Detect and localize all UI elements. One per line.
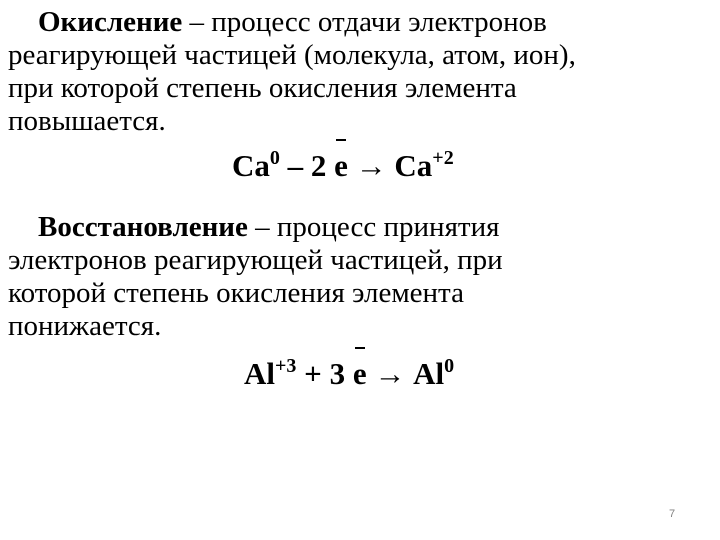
- oxidation-line-4: повышается.: [8, 105, 166, 137]
- reduction-reactant: Al: [244, 356, 275, 391]
- reduction-line-2: электронов реагирующей частицей, при: [8, 244, 503, 276]
- oxidation-definition: [8, 6, 708, 138]
- oxidation-line-1: [8, 6, 708, 39]
- oxidation-reactant-charge: 0: [269, 147, 280, 169]
- reduction-definition: [8, 211, 708, 343]
- oxidation-arrow: →: [347, 148, 395, 183]
- oxidation-electron-symbol: e: [334, 148, 348, 183]
- reduction-electron-symbol: e: [352, 356, 367, 391]
- reduction-term: Восстановление: [38, 211, 248, 243]
- reduction-line-4: понижается.: [8, 310, 162, 342]
- reduction-product-charge: 0: [444, 355, 455, 377]
- oxidation-term: Окисление: [38, 6, 183, 38]
- oxidation-line-1-text: – процесс отдачи электронов: [182, 6, 547, 38]
- reduction-line-1: [8, 211, 708, 244]
- oxidation-product: Ca: [394, 148, 433, 183]
- oxidation-line-3: при которой степень окисления элемента: [8, 72, 517, 104]
- reduction-line-3: которой степень окисления элемента: [8, 277, 464, 309]
- reduction-operator: + 3: [296, 356, 353, 391]
- oxidation-equation: [232, 148, 454, 184]
- reduction-line-1-text: – процесс принятия: [247, 211, 500, 243]
- oxidation-reactant: Ca: [232, 148, 270, 183]
- oxidation-operator: – 2: [279, 148, 335, 183]
- reduction-arrow: →: [366, 356, 414, 391]
- reduction-product: Al: [413, 356, 445, 391]
- oxidation-product-charge: +2: [432, 147, 454, 169]
- oxidation-line-2: реагирующей частицей (молекула, атом, ион),: [8, 39, 576, 71]
- reduction-reactant-charge: +3: [275, 355, 297, 377]
- page-number: 7: [669, 508, 676, 520]
- reduction-equation: [244, 356, 454, 392]
